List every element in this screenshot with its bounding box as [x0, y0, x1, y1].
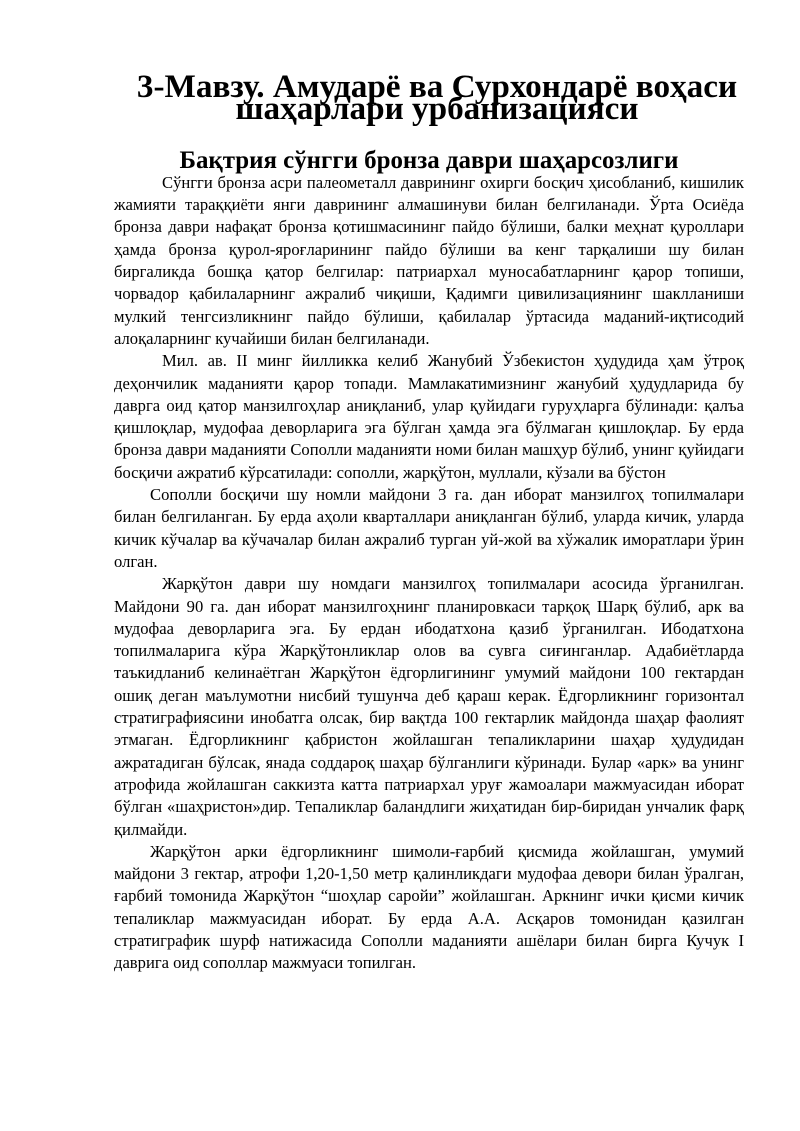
paragraph-jarkutan-citadel: Жарқўтон арки ёдгорликнинг шимоли-ғарбий қисмида жойлашган, умумий майдони 3 гектар, атрофи 1,20-1,50 метр қалинликдаги мудофаа девори билан ўралган, ғарбий томонида Жарқўтон “шоҳлар саройи” жойлашган. Аркнинг ички қисми кичик тепаликлар мажмуасидан иборат. Бу ерда А.А. Асқаров томонидан қазилган стратиграфик шурф натижасида Сополли маданияти ашёлари билан бирга Кучук I даврига оид сополлар мажмуаси топилган. [114, 841, 744, 973]
paragraph-southern-uzbekistan: Мил. ав. II минг йилликка келиб Жанубий Ўзбекистон ҳудудида ҳам ўтроқ деҳончилик маданияти қарор топади. Мамлакатимизнинг жанубий ҳудудларида бу даврга оид қатор манзилгоҳлар аниқланиб, улар қуйидаги гуруҳларга бўлинади: қалъа қишлоқлар, мудофаа деворларига эга бўлган ҳамда эга бўлмаган қишлоқлар. Бу ерда бронза даври маданияти Сополли маданияти номи билан машҳур бўлиб, унинг қуйидаги босқичи ажратиб кўрсатилади: сополли, жарқўтон, муллали, кўзали ва бўстон [114, 351, 744, 482]
paragraph-jarkutan-period: Жарқўтон даври шу номдаги манзилгоҳ топилмалари асосида ўрганилган. Майдони 90 га. дан иборат манзилгоҳнинг планировкаси тарқоқ Шарқ бўлиб, арк ва мудофаа деворларига эга. Бу ердан ибодатхона қазиб ўрганилган. Ибодатхона топилмаларига кўра Жарқўтонликлар олов ва сувга сиғинганлар. Адабиётларда таъкидланиб келинаётган Жарқўтон ёдгорлигининг умумий майдони 100 гектардан ошиқ деган маълумотни нисбий тушунча деб қараш керак. Ёдгорликнинг горизонтал стратиграфиясини инобатга олсак, бир вақтда 100 гектарлик майдонда шаҳар фаолият этмаган. Ёдгорликнинг қабристон жойлашган тепаликларини шаҳар ҳудудидан ажратадиган бўлсак, янада соддароқ шаҳар бўлганлиги кўринади. Булар «арк» ва унинг атрофида жойлашган саккизта катта патриархал уруғ жамоалари мажмуасидан иборат бўлган «шаҳристон»дир. Тепаликлар баландлиги жиҳатидан бир-биридан унчалик фарқ қилмайди. [114, 574, 744, 839]
topic-title: 3-Мавзу. Амударё ва Сурхондарё воҳаси шаҳарлари урбанизацияси [136, 68, 738, 128]
document-page [114, 68, 744, 975]
paragraph-late-bronze-age: Сўнгги бронза асри палеометалл даврининг охирги босқич ҳисобланиб, кишилик жамияти тараққиёти янги даврининг алмашинуви билан белгиланади. Ўрта Осиёда бронза даври нафақат бронза қотишмасининг пайдо бўлиши, балки меҳнат қуроллари ҳамда бронза қурол-яроғларининг пайдо бўлиши ва кенг тарқалиши шу билан биргаликда бошқа қатор белгилар: патриархал муносабатларнинг қарор топиши, чорвадор қабилаларнинг ажралиб чиқиши, Қадимги цивилизациянинг шаклланиши мулкий тенгсизликнинг пайдо бўлиши, қабилалар ўртасида маданий-иқтисодий алоқаларнинг кучайиши билан белгиланади. [114, 172, 744, 348]
section-title: Бақтрия сўнгги бронза даври шаҳарсозлиги [179, 146, 679, 174]
paragraph-sopolli-stage: Сополли босқичи шу номли майдони 3 га. дан иборат манзилгоҳ топилмалари билан белгиланган. Бу ерда аҳоли кварталлари аниқланган бўлиб, уларда кичик, уларда кичик кўчалар ва кўчачалар билан ажралиб турган уй-жой ва хўжалик иморатлари ўрин олган. [114, 485, 744, 571]
